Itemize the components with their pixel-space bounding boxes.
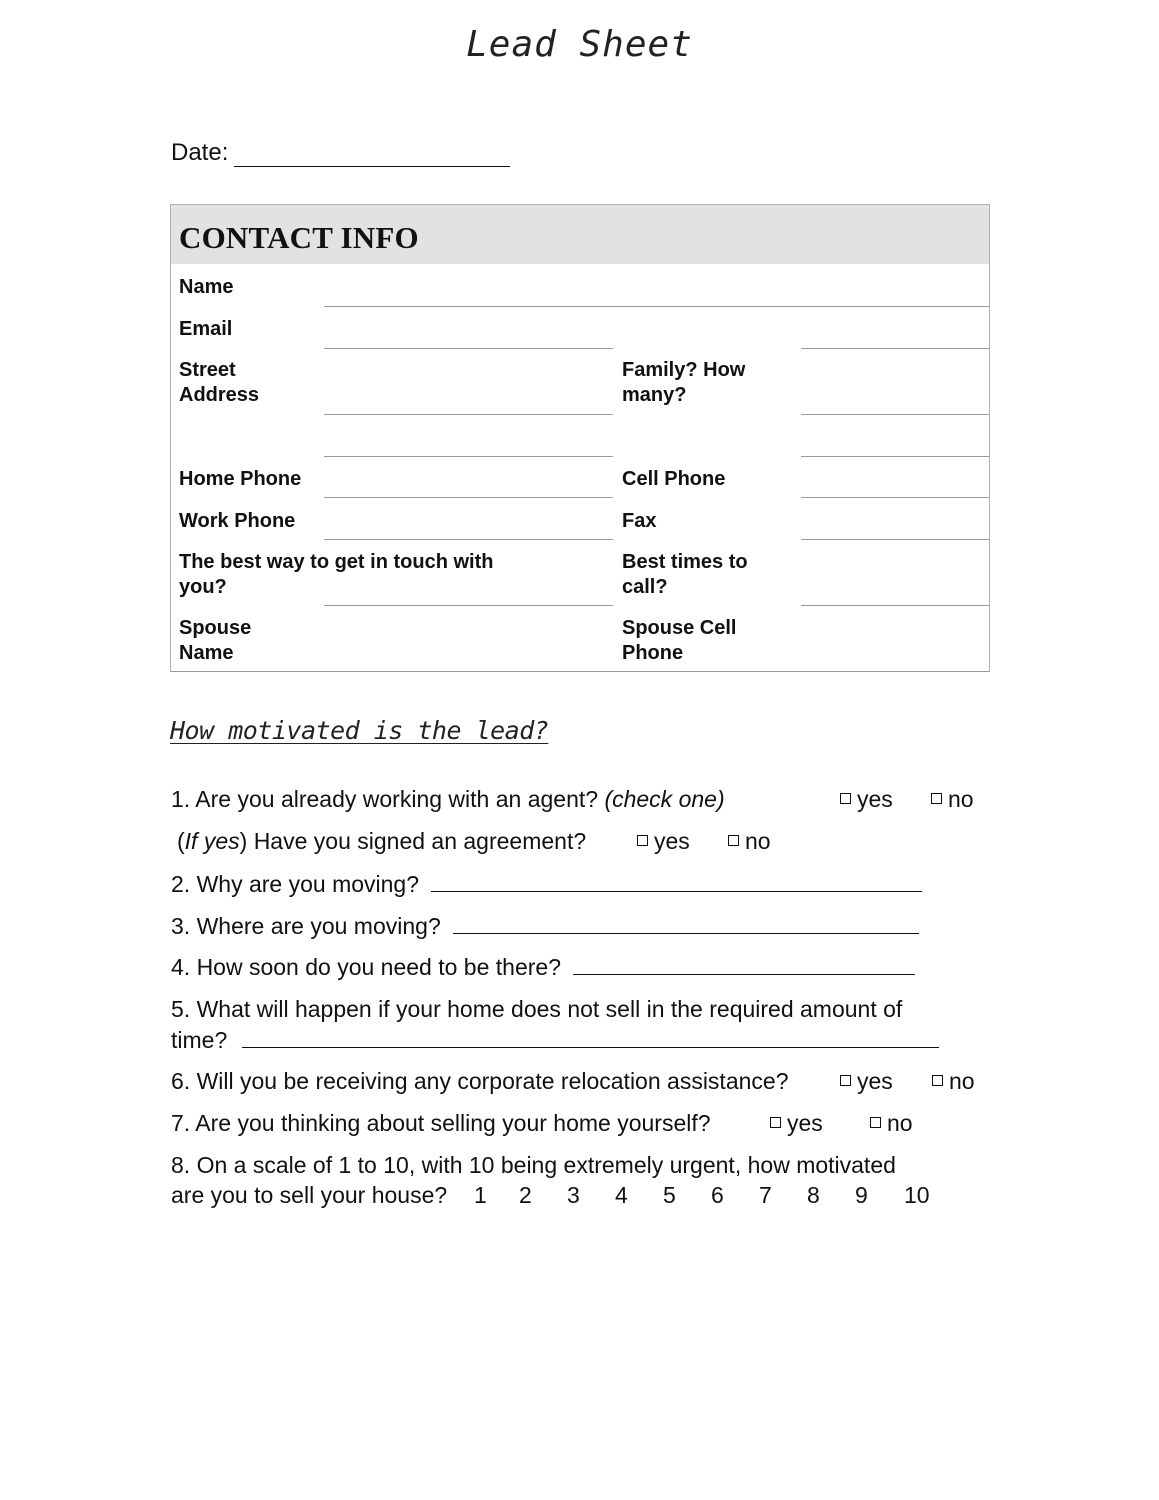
- date-label: Date:: [171, 139, 229, 166]
- q6-no-option[interactable]: [932, 1066, 975, 1096]
- question-2-text: 2. Why are you moving?: [171, 871, 420, 897]
- fax-field[interactable]: [801, 539, 989, 540]
- q6-no-checkbox[interactable]: [932, 1075, 943, 1086]
- cell-phone-field[interactable]: [801, 497, 989, 498]
- scale-option-6[interactable]: 6: [711, 1182, 724, 1208]
- question-1-text: 1. Are you already working with an agent?: [171, 786, 599, 812]
- question-7: 7. Are you thinking about selling your home yourself?: [171, 1110, 711, 1136]
- q7-no-option[interactable]: [870, 1108, 913, 1138]
- contact-info-heading: CONTACT INFO: [179, 220, 419, 255]
- contact-info-header: [171, 205, 989, 264]
- q7-yes-label: yes: [787, 1110, 823, 1136]
- q7-no-label: no: [887, 1110, 913, 1136]
- question-4: [171, 952, 915, 982]
- question-1b-open: (: [177, 828, 185, 854]
- q7-yes-option[interactable]: [770, 1108, 823, 1138]
- q7-yes-checkbox[interactable]: [770, 1117, 781, 1128]
- question-4-field[interactable]: [573, 952, 915, 975]
- street-address-field-1[interactable]: [324, 414, 613, 415]
- q1-no-option[interactable]: [931, 784, 974, 814]
- q1b-yes-label: yes: [654, 828, 690, 854]
- q6-no-label: no: [949, 1068, 975, 1094]
- name-field[interactable]: [324, 306, 989, 307]
- scale-option-5[interactable]: 5: [663, 1182, 676, 1208]
- fax-label: Fax: [622, 510, 657, 532]
- q1-yes-label: yes: [857, 786, 893, 812]
- question-1-note: (check one): [604, 786, 725, 812]
- spouse-name-label: Spouse Name: [179, 617, 252, 664]
- question-5-line-2: [171, 1025, 939, 1055]
- street-address-field-2[interactable]: [324, 456, 613, 457]
- question-3-text: 3. Where are you moving?: [171, 913, 441, 939]
- q1-yes-option[interactable]: [840, 784, 893, 814]
- contact-info-table: [170, 204, 990, 672]
- family-label: Family? How many?: [622, 359, 746, 406]
- spouse-name-field[interactable]: [171, 671, 989, 672]
- scale-option-4[interactable]: 4: [615, 1182, 628, 1208]
- q1-no-checkbox[interactable]: [931, 793, 942, 804]
- question-2: [171, 869, 922, 899]
- question-1b-ifyes: If yes: [184, 828, 240, 854]
- question-5-text: time?: [171, 1027, 228, 1053]
- question-2-field[interactable]: [431, 869, 922, 892]
- email-field[interactable]: [324, 348, 613, 349]
- scale-option-2[interactable]: 2: [519, 1182, 532, 1208]
- q6-yes-option[interactable]: [840, 1066, 893, 1096]
- q6-yes-checkbox[interactable]: [840, 1075, 851, 1086]
- family-field-2[interactable]: [801, 456, 989, 457]
- work-phone-label: Work Phone: [179, 510, 296, 532]
- best-way-label: The best way to get in touch with you?: [179, 551, 494, 598]
- question-8-line-2: are you to sell your house?: [171, 1182, 448, 1208]
- motivation-heading: How motivated is the lead?: [170, 716, 549, 745]
- family-field-1[interactable]: [801, 414, 989, 415]
- cell-phone-label: Cell Phone: [622, 468, 726, 490]
- question-1b-text: ) Have you signed an agreement?: [239, 828, 587, 854]
- best-times-label: Best times to call?: [622, 551, 748, 598]
- q1b-no-option[interactable]: [728, 826, 771, 856]
- home-phone-label: Home Phone: [179, 468, 302, 490]
- question-5-line-1: 5. What will happen if your home does not sell in the required amount of: [171, 996, 903, 1022]
- date-field[interactable]: [234, 142, 510, 167]
- scale-option-1[interactable]: 1: [474, 1182, 487, 1208]
- scale-option-9[interactable]: 9: [855, 1182, 868, 1208]
- page-title: Lead Sheet: [466, 24, 693, 65]
- question-1b: [177, 826, 586, 856]
- q1-no-label: no: [948, 786, 974, 812]
- question-8-line-1: 8. On a scale of 1 to 10, with 10 being extremely urgent, how motivated: [171, 1152, 896, 1178]
- q6-yes-label: yes: [857, 1068, 893, 1094]
- question-4-text: 4. How soon do you need to be there?: [171, 954, 562, 980]
- question-3: [171, 911, 919, 941]
- name-label: Name: [179, 276, 234, 298]
- work-phone-field[interactable]: [324, 539, 613, 540]
- email-right-field[interactable]: [801, 348, 989, 349]
- best-times-field[interactable]: [801, 605, 989, 606]
- question-1: [171, 784, 725, 814]
- scale-option-10[interactable]: 10: [904, 1182, 930, 1208]
- q1-yes-checkbox[interactable]: [840, 793, 851, 804]
- q1b-yes-option[interactable]: [637, 826, 690, 856]
- q1b-yes-checkbox[interactable]: [637, 835, 648, 846]
- q1b-no-checkbox[interactable]: [728, 835, 739, 846]
- question-6: 6. Will you be receiving any corporate relocation assistance?: [171, 1068, 789, 1094]
- home-phone-field[interactable]: [324, 497, 613, 498]
- street-address-label: Street Address: [179, 359, 260, 406]
- q1b-no-label: no: [745, 828, 771, 854]
- q7-no-checkbox[interactable]: [870, 1117, 881, 1128]
- spouse-cell-label: Spouse Cell Phone: [622, 617, 737, 664]
- question-3-field[interactable]: [453, 911, 919, 934]
- question-5-field[interactable]: [242, 1025, 939, 1048]
- email-label: Email: [179, 318, 233, 340]
- date-row: [171, 139, 510, 167]
- scale-option-8[interactable]: 8: [807, 1182, 820, 1208]
- scale-option-7[interactable]: 7: [759, 1182, 772, 1208]
- scale-option-3[interactable]: 3: [567, 1182, 580, 1208]
- best-way-field[interactable]: [324, 605, 613, 606]
